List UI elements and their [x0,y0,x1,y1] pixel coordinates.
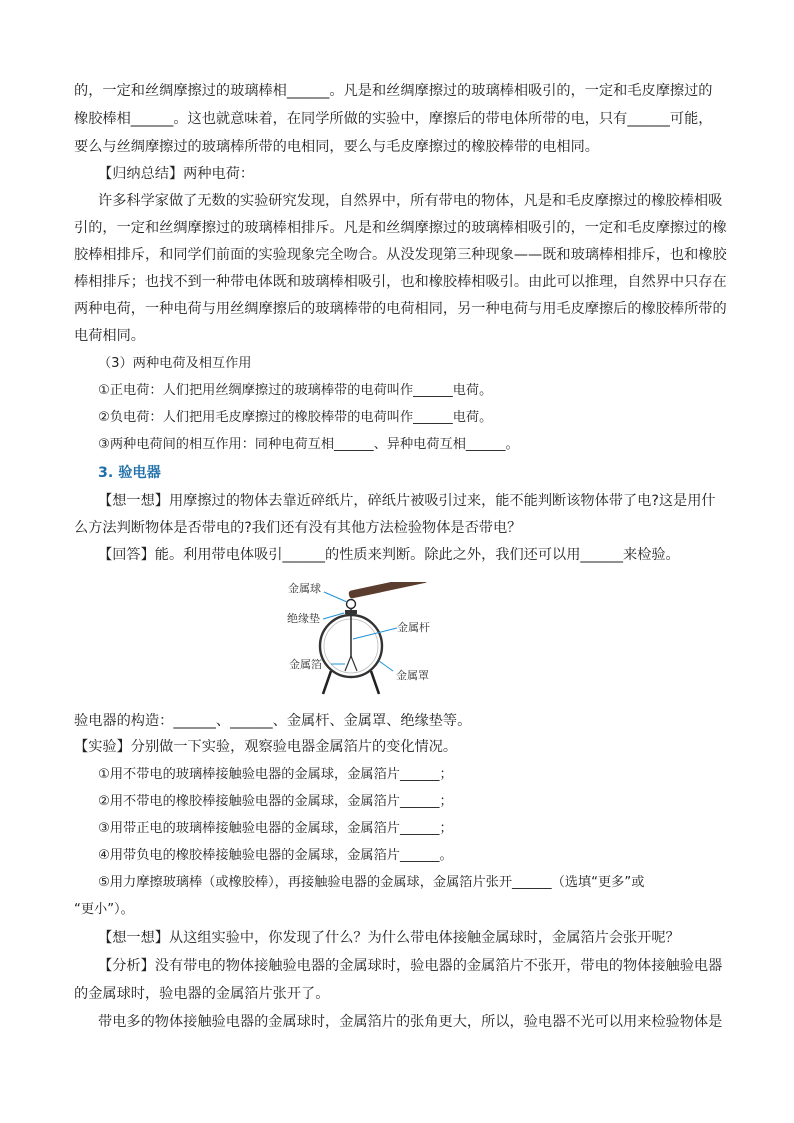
section-label: 【归纳总结】两种电荷： [98,166,255,182]
text-line: 【实验】分别做一下实验，观察验电器金属箔片的变化情况。 [74,739,458,755]
electroscope-figure [285,582,445,702]
subheading: （3）两种电荷及相互作用 [98,356,252,371]
text-line: 验电器的构造：______、______、金属杆、金属罩、绝缘垫等。 [74,713,472,729]
label-metal-foil: 金属箔 [289,658,322,671]
list-item: ③用带正电的玻璃棒接触验电器的金属球，金属箔片______； [98,821,453,836]
text-line: 两种电荷，一种电荷与用丝绸摩擦后的玻璃棒带的电荷相同，另一种电荷与用毛皮摩擦后的橡胶棒所带的 [74,301,727,317]
text-line: 【分析】没有带电的物体接触验电器的金属球时，验电器的金属箔片不张开，带电的物体接触验电器 [98,958,723,974]
list-item: ①用不带电的玻璃棒接触验电器的金属球，金属箔片______； [98,767,453,782]
text-line: 引的，一定和丝绸摩擦过的玻璃棒相排斥。凡是和丝绸摩擦过的玻璃棒相吸引的，一定和毛皮摩擦过的橡 [74,220,727,236]
text-line: 的，一定和丝绸摩擦过的玻璃棒相______。凡是和丝绸摩擦过的玻璃棒相吸引的，一定和毛皮摩擦过的 [74,83,713,99]
text-line: 要么与丝绸摩擦过的玻璃棒所带的电相同，要么与毛皮摩擦过的橡胶棒带的电相同。 [74,139,599,155]
list-item: ③两种电荷间的相互作用：同种电荷互相______、异种电荷互相______。 [98,437,519,452]
label-metal-rod: 金属杆 [397,621,430,634]
text-line: 【想一想】用摩擦过的物体去靠近碎纸片，碎纸片被吸引过来，能不能判断该物体带了电?这是用什 [98,493,716,509]
stand-leg [323,671,331,694]
text-line: 【回答】能。利用带电体吸引______的性质来判断。除此之外，我们还可以用______来检验。 [98,547,680,563]
text-line: 带电多的物体接触验电器的金属球时，金属箔片的张角更大，所以，验电器不光可以用来检验物体是 [98,1014,723,1030]
text-line: 电荷相同。 [74,328,145,344]
text-line: 许多科学家做了无数的实验研究发现，自然界中，所有带电的物体，凡是和毛皮摩擦过的橡胶棒相吸 [98,193,723,209]
text-line: 的金属球时，验电器的金属箔片张开了。 [74,986,330,1002]
text-line: 棒相排斥；也找不到一种带电体既和玻璃棒相吸引，也和橡胶棒相吸引。由此可以推理，自然界中只存在 [74,274,727,290]
label-metal-ball: 金属球 [288,582,321,595]
text-line: 【想一想】从这组实验中，你发现了什么？为什么带电体接触金属球时，金属箔片会张开呢？ [98,930,680,946]
text-line: “更小”）。 [74,902,134,917]
text-line: 橡胶棒相______。这也就意味着，在同学所做的实验中，摩擦后的带电体所带的电，只有______可能， [74,111,713,127]
charged-rod [348,582,428,599]
list-item: ①正电荷：人们把用丝绸摩擦过的玻璃棒带的电荷叫作______电荷。 [98,383,493,398]
list-item: ②用不带电的橡胶棒接触验电器的金属球，金属箔片______； [98,794,453,809]
list-item: ④用带负电的橡胶棒接触验电器的金属球，金属箔片______。 [98,848,453,863]
metal-ball [347,600,356,609]
list-item: ⑤用力摩擦玻璃棒（或橡胶棒），再接触验电器的金属球，金属箔片张开______（选填“更多”或 [98,875,645,890]
label-insulating-pad: 绝缘垫 [287,612,320,625]
text-line: 胶棒相排斥，和同学们前面的实验现象完全吻合。从没发现第三种现象——既和玻璃棒相排斥，也和橡胶 [74,247,727,263]
stand-leg [371,671,379,694]
section-heading: 3. 验电器 [98,465,161,481]
text-line: 么方法判断物体是否带电的?我们还有没有其他方法检验物体是否带电？ [74,520,522,536]
list-item: ②负电荷：人们把用毛皮摩擦过的橡胶棒带的电荷叫作______电荷。 [98,410,493,425]
label-metal-cover: 金属罩 [396,669,429,682]
